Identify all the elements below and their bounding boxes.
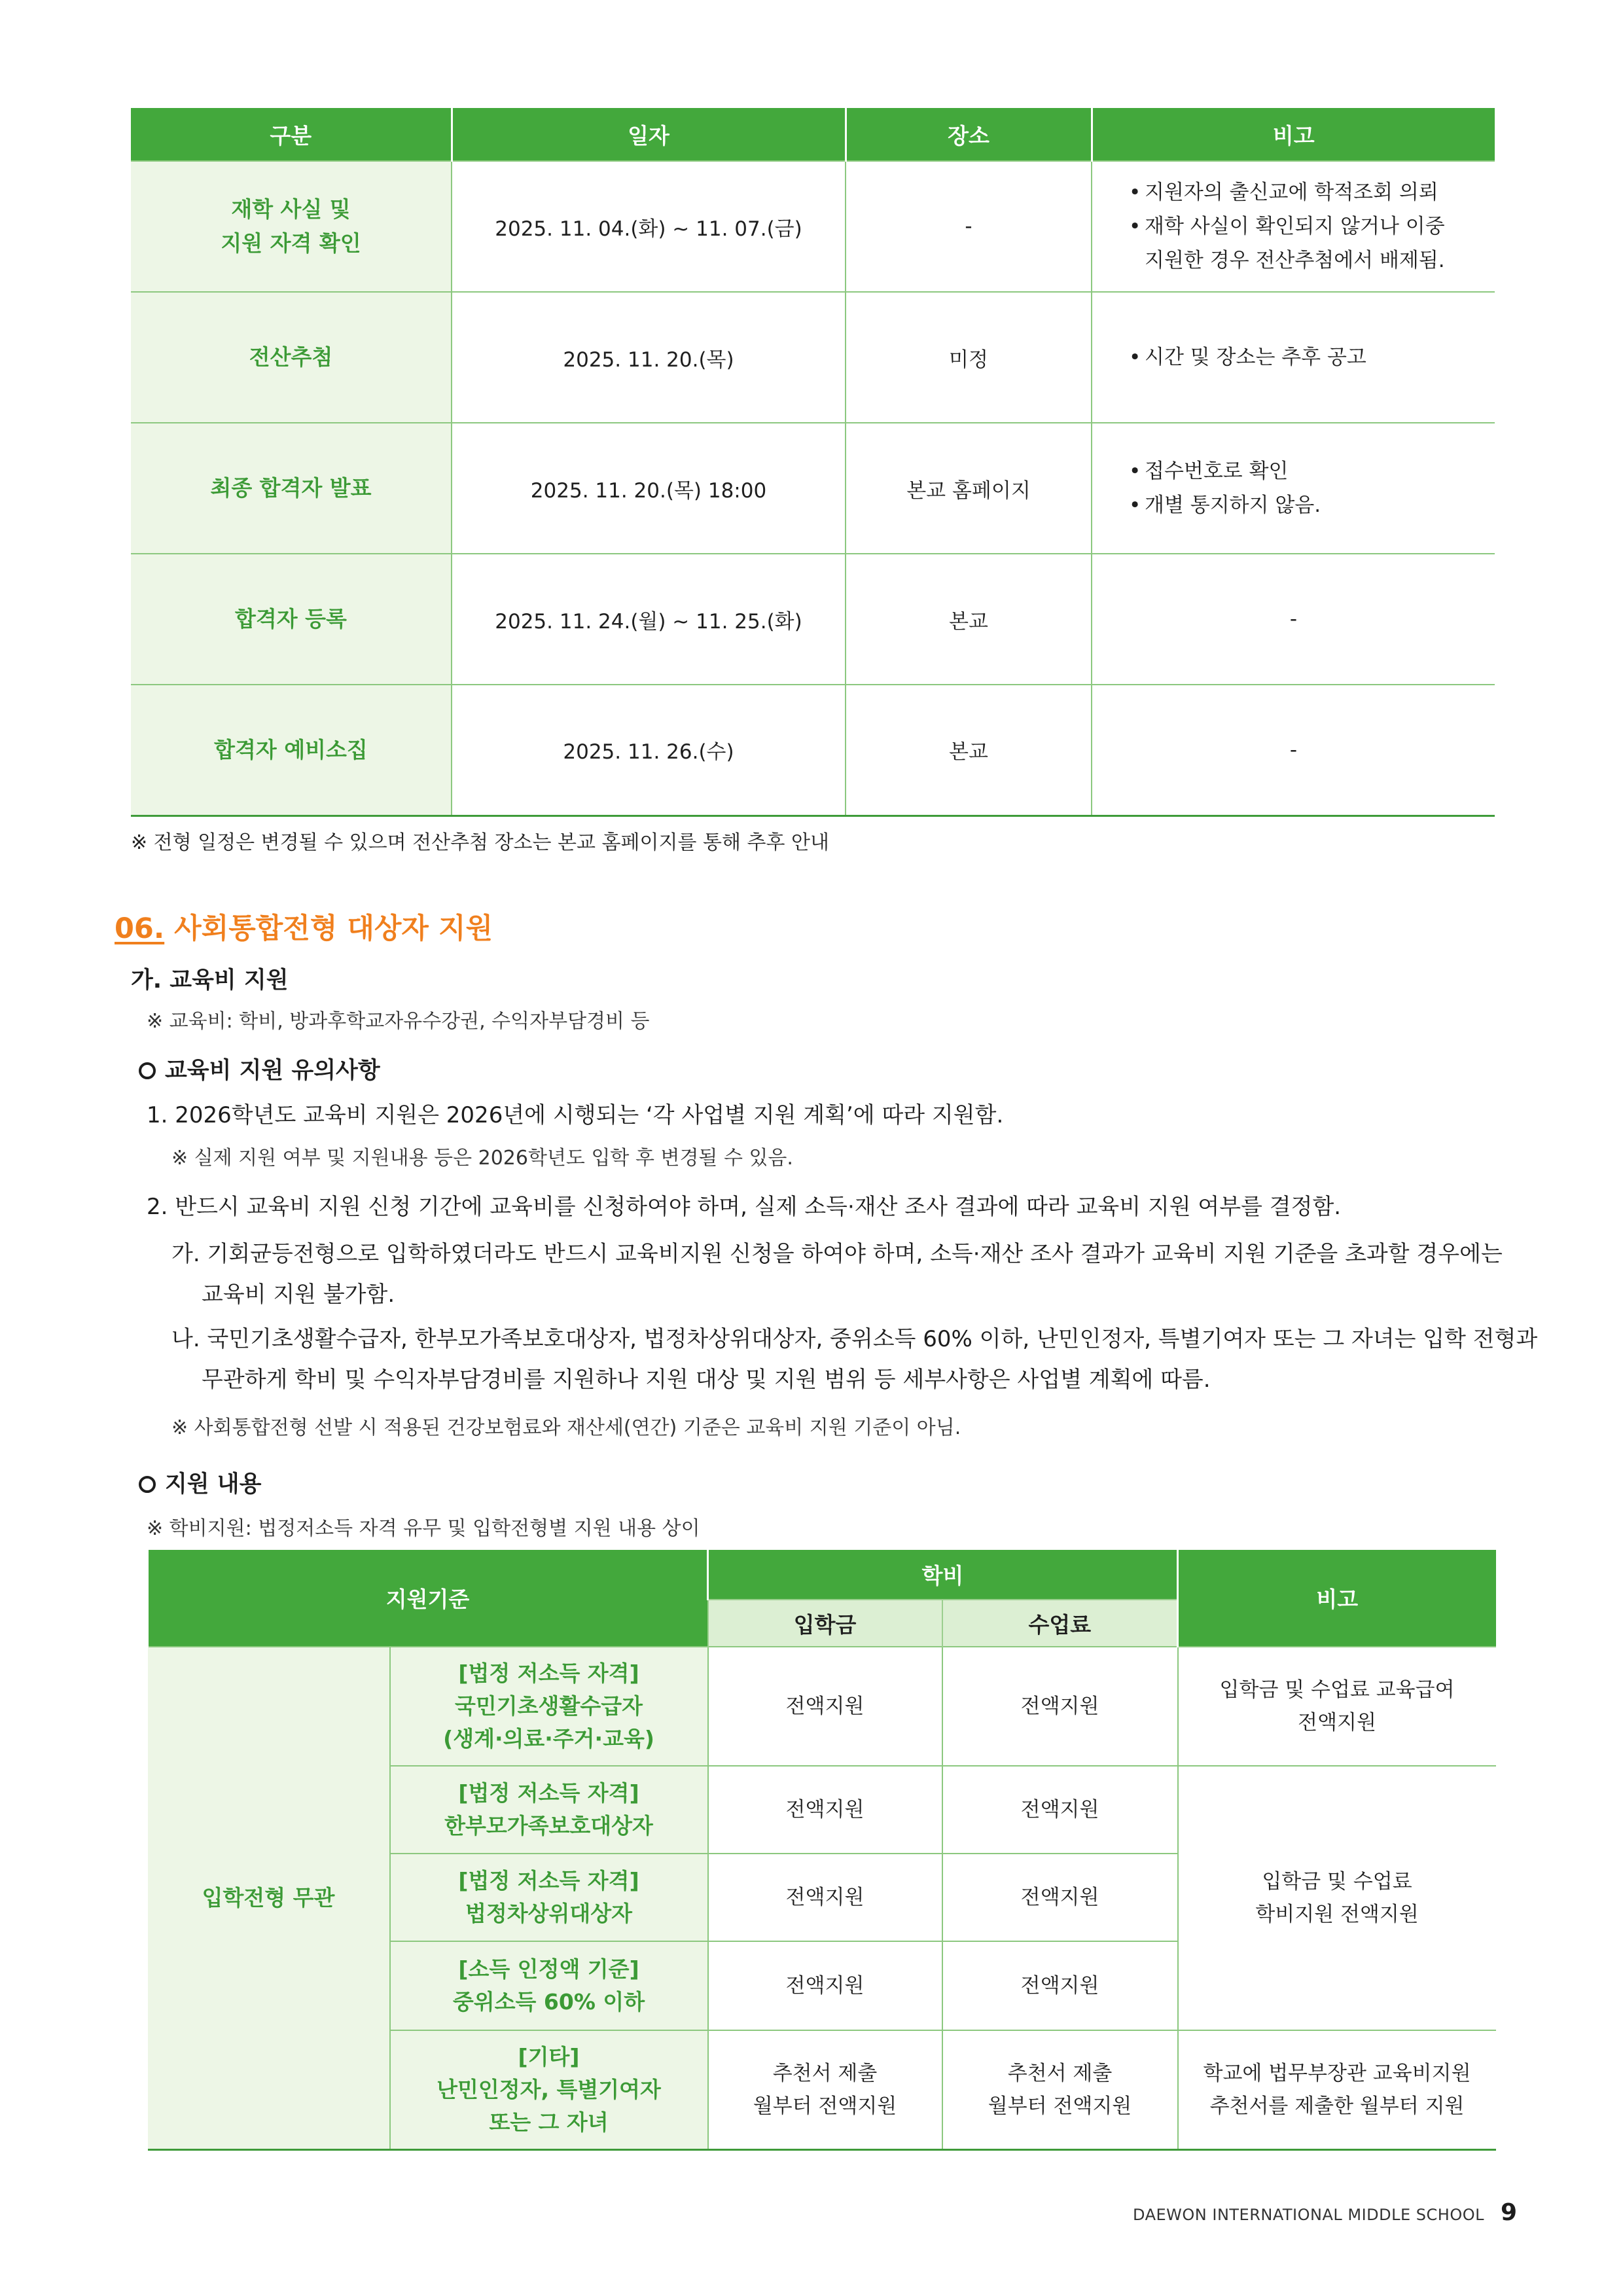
notice-item-2a-cont: 교육비 지원 불가함. bbox=[202, 1282, 395, 1308]
row-place: 본교 bbox=[846, 554, 1092, 685]
notice-item-1-note: ※ 실제 지원 여부 및 지원내용 등은 2026학년도 입학 후 변경될 수 있음. bbox=[171, 1147, 793, 1170]
header-remark: 비고 bbox=[1178, 1550, 1496, 1647]
row-category: 합격자 예비소집 bbox=[131, 685, 452, 816]
section-number: 06. bbox=[115, 912, 165, 945]
page-number: 9 bbox=[1500, 2199, 1517, 2226]
support-remark: 입학금 및 수업료 학비지원 전액지원 bbox=[1178, 1766, 1496, 2030]
row-notes: - bbox=[1092, 685, 1495, 816]
row-category: 합격자 등록 bbox=[131, 554, 452, 685]
section-title bbox=[115, 906, 493, 946]
header-tuition: 학비 bbox=[708, 1550, 1178, 1600]
notice-item-1: 1. 2026학년도 교육비 지원은 2026년에 시행되는 ‘각 사업별 지원 계획’에 따라 지원함. bbox=[147, 1102, 1004, 1128]
row-date: 2025. 11. 20.(목) bbox=[452, 292, 846, 423]
support-criteria: [법정 저소득 자격] 국민기초생활수급자 (생계·의료·주거·교육) bbox=[390, 1647, 708, 1766]
circle-bullet-icon bbox=[139, 1062, 156, 1079]
support-remark: 입학금 및 수업료 교육급여 전액지원 bbox=[1178, 1647, 1496, 1766]
row-place: 미정 bbox=[846, 292, 1092, 423]
content-heading: 지원 내용 bbox=[139, 1466, 261, 1499]
table-row bbox=[131, 161, 1495, 292]
row-date: 2025. 11. 26.(수) bbox=[452, 685, 846, 816]
schedule-footnote: ※ 전형 일정은 변경될 수 있으며 전산추첨 장소는 본교 홈페이지를 통해 추후 안내 bbox=[131, 831, 829, 854]
header-date: 일자 bbox=[452, 108, 846, 161]
notice-item-2b: 나. 국민기초생활수급자, 한부모가족보호대상자, 법정차상위대상자, 중위소득 60% 이하, 난민인정자, 특별기여자 또는 그 자녀는 입학 전형과 bbox=[171, 1326, 1538, 1352]
table-row bbox=[131, 685, 1495, 816]
content-note: ※ 학비지원: 법정저소득 자격 유무 및 입학전형별 지원 내용 상이 bbox=[147, 1517, 700, 1540]
circle-bullet-icon bbox=[139, 1476, 156, 1493]
row-place: - bbox=[846, 161, 1092, 292]
notice-item-2b-cont: 무관하게 학비 및 수익자부담경비를 지원하나 지원 대상 및 지원 범위 등 세부사항은 사업별 계획에 따름. bbox=[202, 1367, 1211, 1393]
support-class: 전액지원 bbox=[942, 1766, 1178, 1854]
header-criteria: 지원기준 bbox=[148, 1550, 708, 1647]
schedule-table bbox=[131, 108, 1495, 817]
support-category: 입학전형 무관 bbox=[148, 1647, 390, 2149]
row-place: 본교 홈페이지 bbox=[846, 423, 1092, 554]
section-title-text: 사회통합전형 대상자 지원 bbox=[164, 912, 493, 945]
row-date: 2025. 11. 04.(화) ~ 11. 07.(금) bbox=[452, 161, 846, 292]
support-criteria: [기타] 난민인정자, 특별기여자 또는 그 자녀 bbox=[390, 2030, 708, 2149]
notice-item-2a: 가. 기회균등전형으로 입학하였더라도 반드시 교육비지원 신청을 하여야 하며, 소득·재산 조사 결과가 교육비 지원 기준을 초과할 경우에는 bbox=[171, 1241, 1503, 1267]
row-notes: • 시간 및 장소는 추후 공고 bbox=[1092, 292, 1495, 423]
header-remarks: 비고 bbox=[1092, 108, 1495, 161]
table-row bbox=[131, 423, 1495, 554]
header-category: 구분 bbox=[131, 108, 452, 161]
support-entry: 전액지원 bbox=[708, 1647, 942, 1766]
row-place: 본교 bbox=[846, 685, 1092, 816]
support-class: 추천서 제출 월부터 전액지원 bbox=[942, 2030, 1178, 2149]
row-notes: • 접수번호로 확인 • 개별 통지하지 않음. bbox=[1092, 423, 1495, 554]
row-date: 2025. 11. 24.(월) ~ 11. 25.(화) bbox=[452, 554, 846, 685]
subsection-note: ※ 교육비: 학비, 방과후학교자유수강권, 수익자부담경비 등 bbox=[147, 1010, 650, 1033]
notice-heading: 교육비 지원 유의사항 bbox=[139, 1052, 380, 1085]
row-category: 재학 사실 및 지원 자격 확인 bbox=[131, 161, 452, 292]
footer-school-name: DAEWON INTERNATIONAL MIDDLE SCHOOL bbox=[1133, 2206, 1484, 2224]
header-class-fee: 수업료 bbox=[942, 1600, 1178, 1647]
support-criteria: [법정 저소득 자격] 한부모가족보호대상자 bbox=[390, 1766, 708, 1854]
subsection-heading: 가. 교육비 지원 bbox=[131, 967, 289, 994]
row-notes: • 지원자의 출신교에 학적조회 의뢰 • 재학 사실이 확인되지 않거나 이중 지원한 경우 전산추첨에서 배제됨. bbox=[1092, 161, 1495, 292]
table-row bbox=[131, 554, 1495, 685]
row-notes: - bbox=[1092, 554, 1495, 685]
schedule-header-row bbox=[131, 108, 1495, 161]
table-row bbox=[131, 292, 1495, 423]
header-place: 장소 bbox=[846, 108, 1092, 161]
support-class: 전액지원 bbox=[942, 1854, 1178, 1941]
row-category: 최종 합격자 발표 bbox=[131, 423, 452, 554]
support-entry: 추천서 제출 월부터 전액지원 bbox=[708, 2030, 942, 2149]
notice-item-2-note: ※ 사회통합전형 선발 시 적용된 건강보험료와 재산세(연간) 기준은 교육비 지원 기준이 아님. bbox=[171, 1416, 961, 1439]
support-class: 전액지원 bbox=[942, 1647, 1178, 1766]
row-category: 전산추첨 bbox=[131, 292, 452, 423]
support-criteria: [소득 인정액 기준] 중위소득 60% 이하 bbox=[390, 1941, 708, 2030]
row-date: 2025. 11. 20.(목) 18:00 bbox=[452, 423, 846, 554]
support-class: 전액지원 bbox=[942, 1941, 1178, 2030]
notice-item-2: 2. 반드시 교육비 지원 신청 기간에 교육비를 신청하여야 하며, 실제 소득·재산 조사 결과에 따라 교육비 지원 여부를 결정함. bbox=[147, 1194, 1342, 1220]
support-table bbox=[147, 1550, 1496, 2151]
support-criteria: [법정 저소득 자격] 법정차상위대상자 bbox=[390, 1854, 708, 1941]
header-entry-fee: 입학금 bbox=[708, 1600, 942, 1647]
support-entry: 전액지원 bbox=[708, 1854, 942, 1941]
support-entry: 전액지원 bbox=[708, 1766, 942, 1854]
table-row bbox=[148, 1647, 1496, 1766]
support-entry: 전액지원 bbox=[708, 1941, 942, 2030]
support-remark: 학교에 법무부장관 교육비지원 추천서를 제출한 월부터 지원 bbox=[1178, 2030, 1496, 2149]
support-header-row bbox=[148, 1550, 1496, 1600]
